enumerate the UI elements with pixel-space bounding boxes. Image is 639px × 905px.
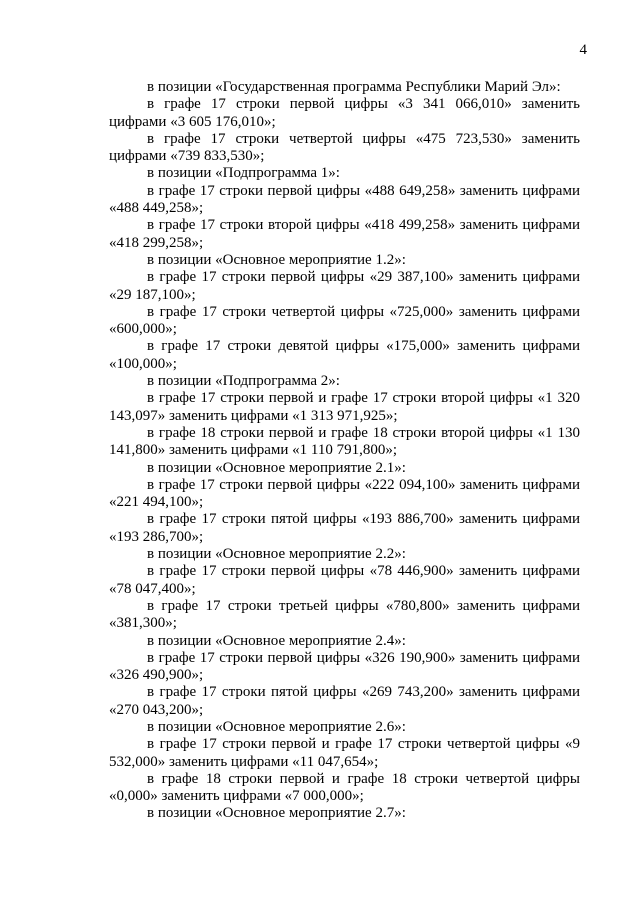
paragraph: в позиции «Государственная программа Республики Марий Эл»: [147,79,561,95]
paragraph: в позиции «Основное мероприятие 1.2»: [147,251,406,268]
paragraph: в графе 17 строки пятой цифры «193 886,700» заменить цифрами «193 286,700»; [109,511,580,545]
paragraph: в графе 18 строки первой и графе 18 строки второй цифры «1 130 141,800» заменить цифрами «1 110 791,800»; [109,424,580,459]
paragraph: в графе 18 строки первой и графе 18 строки четвертой цифры «0,000» заменить цифрами «7 000,000»; [109,770,580,805]
paragraph: в графе 17 строки четвертой цифры «725,000» заменить цифрами «600,000»; [109,303,580,338]
paragraph: в графе 17 строки первой цифры «3 341 066,010» заменить цифрами «3 605 176,010»; [109,96,580,130]
paragraph: в графе 17 строки первой цифры «326 190,900» заменить цифрами «326 490,900»; [109,649,580,684]
paragraph: в позиции «Основное мероприятие 2.2»: [147,546,406,563]
paragraph: в графе 17 строки пятой цифры «269 743,200» заменить цифрами «270 043,200»; [109,684,580,718]
paragraph: в позиции «Основное мероприятие 2.1»: [147,459,406,476]
page-number: 4 [579,42,587,58]
paragraph: в графе 17 строки первой цифры «78 446,900» заменить цифрами «78 047,400»; [109,563,580,597]
document-body [109,79,580,823]
paragraph: в графе 17 строки первой цифры «488 649,258» заменить цифрами «488 449,258»; [109,182,580,217]
paragraph: в графе 17 строки третьей цифры «780,800» заменить цифрами «381,300»; [109,597,580,632]
paragraph: в позиции «Основное мероприятие 2.6»: [147,718,406,735]
paragraph: в графе 17 строки девятой цифры «175,000» заменить цифрами «100,000»; [109,338,580,372]
paragraph: в графе 17 строки первой цифры «222 094,100» заменить цифрами «221 494,100»; [109,476,580,511]
paragraph: в графе 17 строки четвертой цифры «475 723,530» заменить цифрами «739 833,530»; [109,130,580,165]
paragraph: в графе 17 строки второй цифры «418 499,258» заменить цифрами «418 299,258»; [109,217,580,251]
paragraph: в позиции «Основное мероприятие 2.4»: [147,632,406,649]
paragraph: в графе 17 строки первой и графе 17 строки второй цифры «1 320 143,097» заменить цифрами «1 313 971,925»; [109,390,580,424]
paragraph: в позиции «Подпрограмма 2»: [147,373,340,390]
paragraph: в позиции «Подпрограмма 1»: [147,165,340,182]
paragraph: в позиции «Основное мероприятие 2.7»: [147,805,406,822]
paragraph: в графе 17 строки первой и графе 17 строки четвертой цифры «9 532,000» заменить цифрами «11 047,654»; [109,736,580,770]
paragraph: в графе 17 строки первой цифры «29 387,100» заменить цифрами «29 187,100»; [109,269,580,303]
